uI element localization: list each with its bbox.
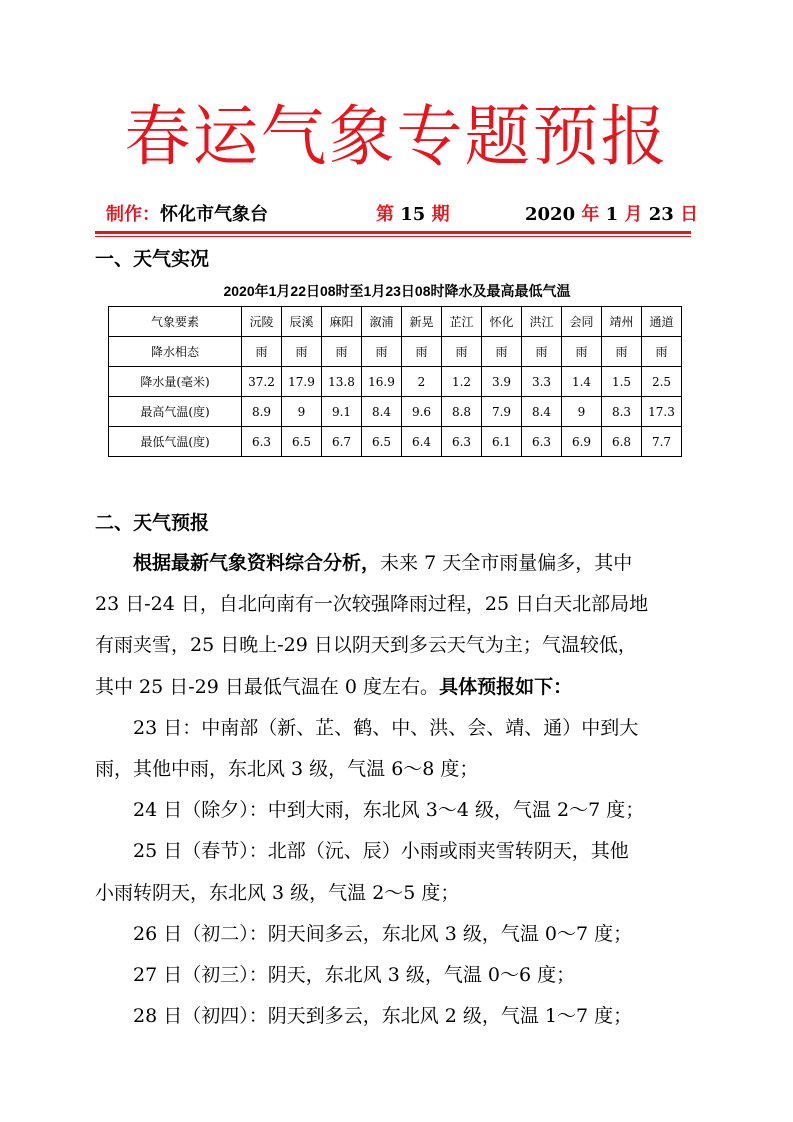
- table-cell: 1.2: [442, 367, 482, 397]
- table-cell: 9: [282, 397, 322, 427]
- text-segment: 26 日（初二）：阴天间多云，东北风 3 级，气温 0～7 度；: [95, 922, 633, 945]
- text-segment: 27 日（初三）：阴天，东北风 3 级，气温 0～6 度；: [95, 963, 576, 986]
- text-segment: 25 日（春节）：北部（沅、辰）小雨或雨夹雪转阴天，其他: [95, 840, 629, 863]
- table-cell: 6.5: [362, 427, 402, 457]
- text-line: [95, 960, 705, 1001]
- table-cell: 6.3: [442, 427, 482, 457]
- section1-heading: 一、天气实况: [95, 248, 210, 270]
- text-line: [95, 548, 705, 589]
- table-cell: 雨: [562, 337, 602, 367]
- text-line: [95, 919, 705, 960]
- table-cell: 7.7: [642, 427, 682, 457]
- text-line: [95, 836, 705, 877]
- text-segment: 具体预报如下：: [439, 675, 573, 698]
- forecast-text: [95, 548, 705, 1042]
- table-cell: 37.2: [242, 367, 282, 397]
- table-cell: 17.9: [282, 367, 322, 397]
- table-cell: 降水量(毫米): [109, 367, 242, 397]
- table-cell: 16.9: [362, 367, 402, 397]
- table-cell: 6.3: [242, 427, 282, 457]
- text-line: [95, 713, 705, 754]
- text-segment: 小雨转阴天，东北风 3 级，气温 2～5 度；: [95, 881, 460, 904]
- table-cell: 雨: [362, 337, 402, 367]
- text-line: [95, 1001, 705, 1042]
- text-line: [95, 878, 705, 919]
- table-cell: 2.5: [642, 367, 682, 397]
- table-cell: 雨: [602, 337, 642, 367]
- table-header-cell: 芷江: [442, 307, 482, 337]
- table-cell: 3.9: [482, 367, 522, 397]
- table-header-cell: 靖州: [602, 307, 642, 337]
- header-rule-thin: [95, 236, 691, 237]
- table-cell: 13.8: [322, 367, 362, 397]
- text-segment: 雨，其他中雨，东北风 3 级，气温 6～8 度；: [95, 757, 479, 780]
- table-header-cell: 麻阳: [322, 307, 362, 337]
- section2-heading: 二、天气预报: [95, 512, 210, 534]
- table-cell: 6.4: [402, 427, 442, 457]
- date: 2020 年 1 月 23 日: [525, 204, 699, 225]
- table-cell: 9.1: [322, 397, 362, 427]
- table-caption: 2020年1月22日08时至1月23日08时降水及最高最低气温: [223, 283, 571, 299]
- text-line: [95, 672, 705, 713]
- table-cell: 8.9: [242, 397, 282, 427]
- table-cell: 9.6: [402, 397, 442, 427]
- table-row: [109, 307, 682, 337]
- table-cell: 最高气温(度): [109, 397, 242, 427]
- table-cell: 2: [402, 367, 442, 397]
- table-cell: 6.5: [282, 427, 322, 457]
- table-header-cell: 溆浦: [362, 307, 402, 337]
- text-line: [95, 754, 705, 795]
- table-cell: 1.5: [602, 367, 642, 397]
- text-line: [95, 630, 705, 671]
- table-cell: 8.4: [522, 397, 562, 427]
- table-cell: 雨: [642, 337, 682, 367]
- text-segment: 23 日-24 日，自北向南有一次较强降雨过程，25 日白天北部局地: [95, 593, 649, 616]
- table-header-cell: 气象要素: [109, 307, 242, 337]
- text-segment: 23 日：中南部（新、芷、鹤、中、洪、会、靖、通）中到大: [95, 716, 639, 739]
- doc-title: 春运气象专题预报: [124, 98, 669, 175]
- table-header-cell: 辰溪: [282, 307, 322, 337]
- text-segment: 28 日（初四）：阴天到多云，东北风 2 级，气温 1～7 度；: [95, 1005, 633, 1028]
- table-header-cell: 会同: [562, 307, 602, 337]
- table-cell: 6.8: [602, 427, 642, 457]
- table-cell: 雨: [282, 337, 322, 367]
- table-cell: 1.4: [562, 367, 602, 397]
- table-row: [109, 397, 682, 427]
- table-row: [109, 427, 682, 457]
- text-segment: 未来 7 天全市雨量偏多，其中: [380, 552, 633, 574]
- text-segment: 其中 25 日-29 日最低气温在 0 度左右。: [95, 675, 440, 698]
- table-cell: 雨: [522, 337, 562, 367]
- table-cell: 17.3: [642, 397, 682, 427]
- table-cell: 6.1: [482, 427, 522, 457]
- table-header-cell: 洪江: [522, 307, 562, 337]
- table-cell: 6.3: [522, 427, 562, 457]
- table-cell: 降水相态: [109, 337, 242, 367]
- table-header-cell: 通道: [642, 307, 682, 337]
- issue: 第 15 期: [376, 204, 450, 225]
- table-cell: 3.3: [522, 367, 562, 397]
- header-rule: [95, 231, 691, 234]
- table-cell: 8.3: [602, 397, 642, 427]
- text-segment: [95, 552, 133, 574]
- table-cell: 6.9: [562, 427, 602, 457]
- table-header-cell: 怀化: [482, 307, 522, 337]
- table-cell: 6.7: [322, 427, 362, 457]
- table-cell: 雨: [402, 337, 442, 367]
- table-header-cell: 新晃: [402, 307, 442, 337]
- text-segment: 根据最新气象资料综合分析，: [133, 552, 381, 574]
- table-cell: 雨: [442, 337, 482, 367]
- table-row: [109, 367, 682, 397]
- table-cell: 9: [562, 397, 602, 427]
- table-cell: 8.4: [362, 397, 402, 427]
- table-cell: 7.9: [482, 397, 522, 427]
- table-row: [109, 337, 682, 367]
- text-segment: 有雨夹雪，25 日晚上-29 日以阴天到多云天气为主；气温较低，: [95, 634, 637, 657]
- table-cell: 雨: [242, 337, 282, 367]
- table-cell: 雨: [482, 337, 522, 367]
- text-segment: 24 日（除夕）：中到大雨，东北风 3～4 级，气温 2～7 度；: [95, 799, 645, 822]
- table-cell: 雨: [322, 337, 362, 367]
- text-line: [95, 795, 705, 836]
- observation-table: [108, 306, 682, 457]
- text-line: [95, 589, 705, 630]
- table-cell: 最低气温(度): [109, 427, 242, 457]
- maker: 制作：怀化市气象台: [106, 204, 268, 225]
- table-header-cell: 沅陵: [242, 307, 282, 337]
- table-cell: 8.8: [442, 397, 482, 427]
